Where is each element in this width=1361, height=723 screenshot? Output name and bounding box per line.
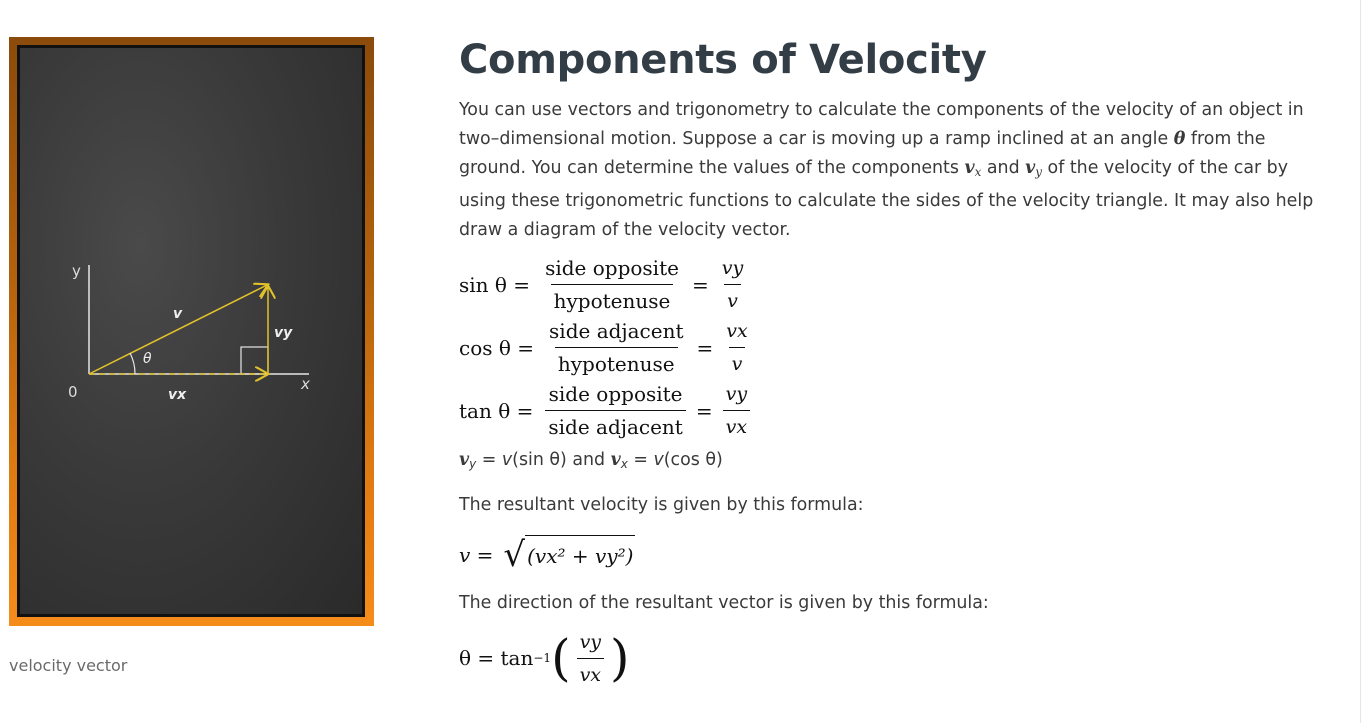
component-formula [459,450,1339,471]
intro-vx-sub: x [974,165,982,179]
figure-caption: velocity vector [9,656,128,675]
intro-text-3: of the velocity of the car by using these trigonometric functions to calculate the sides of the velocity triangle. It may also help draw a diagram of the velocity vector. [459,158,1314,240]
direction-fraction [577,628,604,689]
cf-vx: v [610,450,621,470]
cf-text-3: = [627,450,654,470]
intro-paragraph [459,96,1319,245]
cf-vy: v [459,450,470,470]
direction-paragraph: The direction of the resultant vector is given by this formula: [459,593,989,613]
theta-arc [130,353,135,374]
cf-vx-sub: x [620,457,628,471]
cf-text-1: = [476,450,502,470]
sin-equation [459,253,1339,316]
close-paren: ) [610,629,630,687]
origin-label: 0 [68,383,78,401]
radical-body: (vx² + vy²) [525,535,635,575]
right-angle-marker [241,347,268,374]
v-label: v [173,306,183,322]
tan-ratio-den: vx [723,410,750,441]
tan-numerator: side opposite [548,382,683,406]
x-axis-label: x [301,375,310,393]
intro-and: and [981,158,1026,178]
tan-fn: tan θ = [459,398,534,423]
cos-fraction [546,317,686,378]
direction-den: vx [577,658,604,689]
tan-ratio [723,380,750,441]
resultant-paragraph: The resultant velocity is given by this formula: [459,495,864,515]
tan-equals: = [695,398,713,423]
cos-ratio-den: v [729,347,746,378]
cf-v2: v [653,450,664,470]
direction-lhs: θ = tan [459,646,534,670]
intro-theta: θ [1173,129,1186,149]
cos-ratio [723,317,750,378]
sin-fn: sin θ = [459,272,531,297]
tan-fraction [545,380,685,441]
sin-fraction [542,254,682,315]
cf-vy-sub: y [469,457,477,471]
sin-ratio [719,254,746,315]
tan-equation [459,379,1339,442]
sin-ratio-den: v [724,284,741,315]
intro-vy-sub: y [1035,165,1043,179]
intro-text-2: from the ground. You can determine the values of the components [459,129,1266,178]
intro-vy: v [1025,158,1036,178]
direction-exponent: −1 [533,651,552,665]
cos-equals: = [696,335,714,360]
vy-label: vy [274,325,293,341]
intro-text-1: You can use vectors and trigonometry to calculate the components of the velocity of an object in two–dimensional motion. Suppose a car is moving up a ramp inclined at an angle [459,100,1304,149]
article-content [459,38,1339,693]
sin-denominator: hypotenuse [551,284,674,315]
intro-vx: v [964,158,975,178]
page-title: Components of Velocity [459,37,987,83]
magnitude-lhs: v = [459,543,494,567]
sin-ratio-num: vy [721,257,744,279]
cos-denominator: hypotenuse [555,347,678,378]
cos-numerator: side adjacent [549,319,684,343]
direction-num: vy [579,630,602,653]
cos-equation [459,316,1339,379]
velocity-figure [9,37,374,675]
theta-label: θ [143,351,152,367]
cf-v1: v [501,450,513,470]
tan-ratio-num: vy [725,383,748,405]
diagram-panel [17,45,365,617]
magnitude-formula [459,531,1339,579]
cf-text-4: (cos θ) [663,450,723,470]
radical-icon: √ [503,535,526,575]
cos-fn: cos θ = [459,335,535,360]
trig-equations [459,253,1339,442]
cos-ratio-num: vx [726,320,748,342]
sin-numerator: side opposite [545,256,679,280]
open-paren: ( [551,629,571,687]
direction-formula [459,623,1339,693]
y-axis-label: y [72,262,81,280]
figure-frame [9,37,374,626]
cf-text-2: (sin θ) and [512,450,611,470]
velocity-diagram [9,37,374,626]
tan-denominator: side adjacent [545,410,685,441]
v-vector [89,285,267,374]
sin-equals: = [691,272,709,297]
square-root [503,535,635,575]
vx-label: vx [168,387,187,403]
